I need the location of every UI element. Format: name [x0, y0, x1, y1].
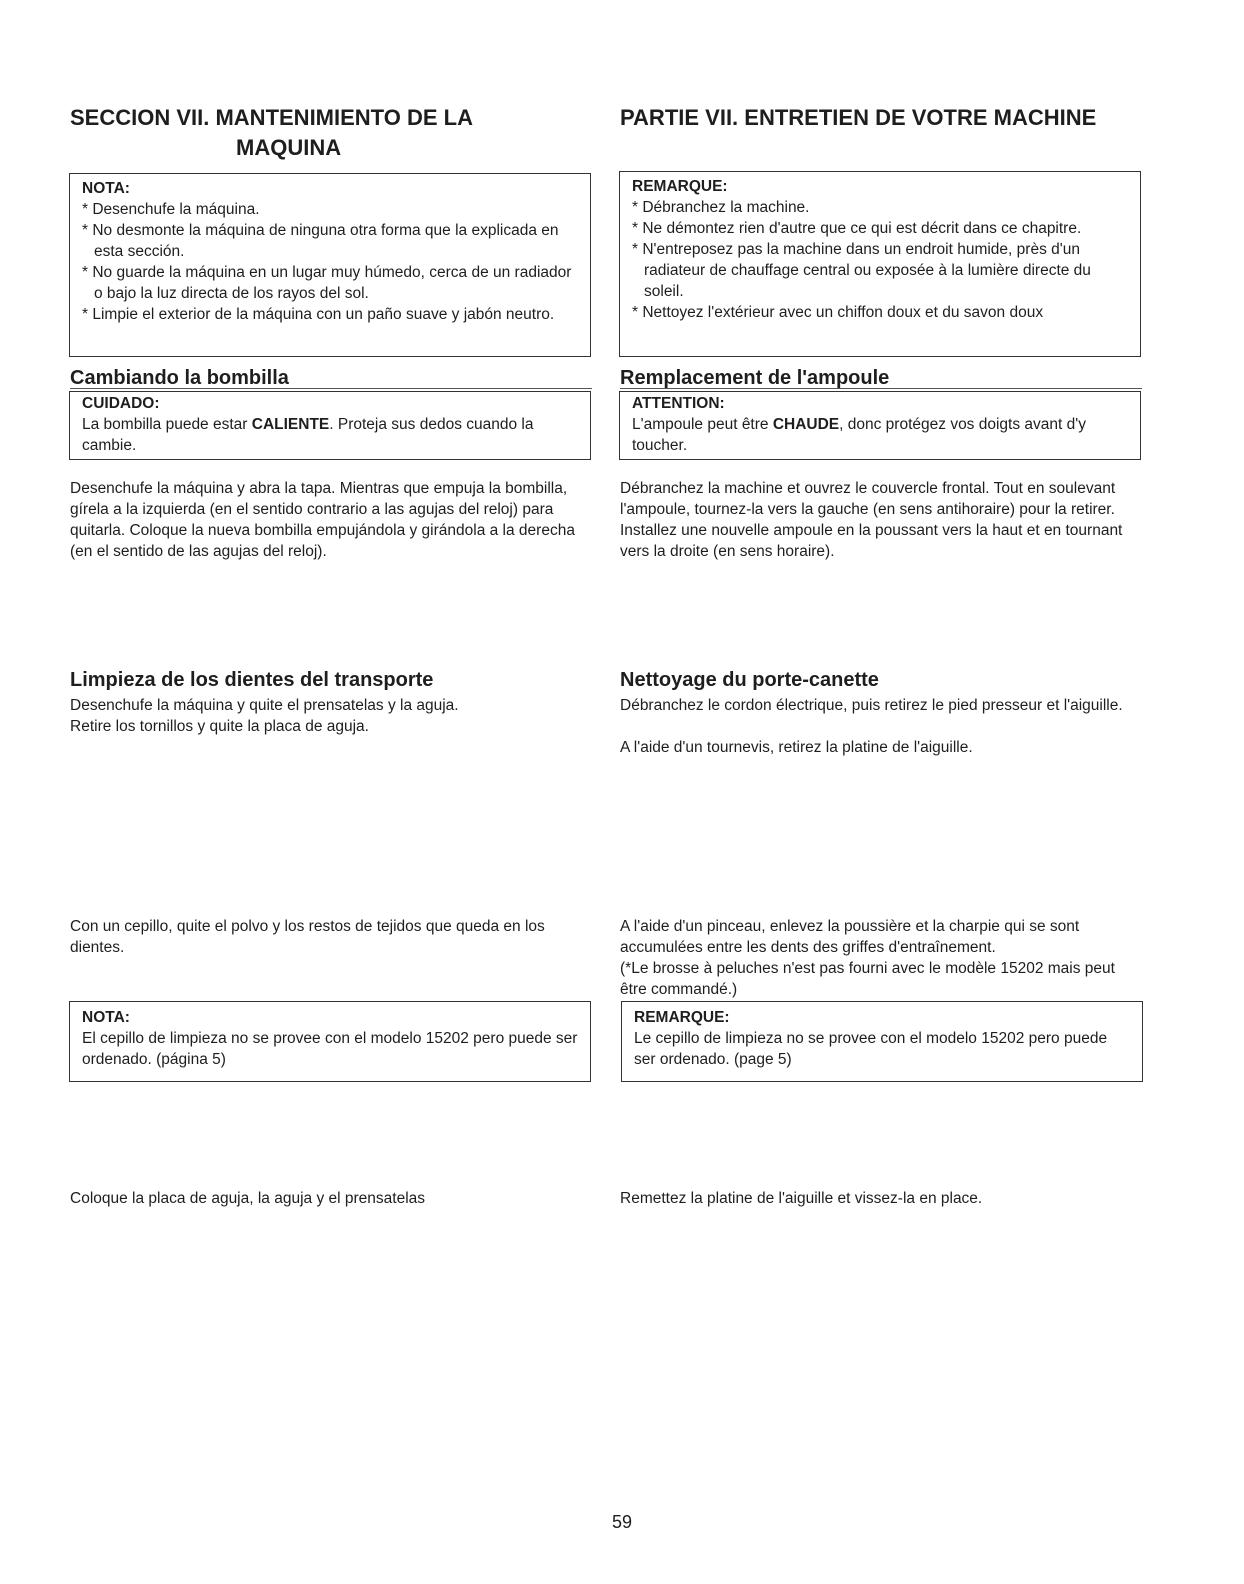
es-section-title-line1: SECCION VII. MANTENIMIENTO DE LA: [70, 105, 473, 130]
fr-caution-box: [619, 391, 1141, 460]
fr-feed-brush-note: (*Le brosse à peluches n'est pas fourni avec le modèle 15202 mais peut être commandé.): [620, 960, 1115, 998]
es-note-item: * No desmonte la máquina de ninguna otra forma que la explicada en esta sección.: [82, 222, 559, 260]
fr-bulb-body: Débranchez la machine et ouvrez le couvercle frontal. Tout en soulevant l'ampoule, tournez-la vers la gauche (en sens antihoraire) pour la retirer. Installez une nouvelle ampoule en la poussant vers la haut et en tournant vers la droite (en sens horaire).: [620, 480, 1123, 560]
es-note-box: [69, 173, 591, 357]
fr-note-item: * N'entreposez pas la machine dans un endroit humide, près d'un radiateur de chauffage central ou exposée à la lumière directe du soleil.: [632, 241, 1091, 300]
fr-feed-line1: Débranchez le cordon électrique, puis retirez le pied presseur et l'aiguille.: [620, 697, 1123, 714]
es-note2-box: [69, 1001, 591, 1082]
fr-note2-box: [621, 1001, 1143, 1082]
es-caution-box: [69, 391, 591, 460]
es-bulb-body: Desenchufe la máquina y abra la tapa. Mientras que empuja la bombilla, gírela a la izquierda (en el sentido contrario a las agujas del reloj) para quitarla. Coloque la nueva bombilla empujándola y girándola a la derecha (en el sentido de las agujas del reloj).: [70, 480, 575, 560]
es-note-list: [82, 199, 580, 325]
fr-bulb-heading: Remplacement de l'ampoule: [620, 367, 890, 389]
es-note-item: * Desenchufe la máquina.: [82, 201, 260, 218]
es-caution-title: CUIDADO:: [82, 395, 160, 412]
es-note2-title: NOTA:: [82, 1009, 130, 1026]
es-feed-brush: Con un cepillo, quite el polvo y los restos de tejidos que queda en los dientes.: [70, 918, 545, 956]
es-caution-text: La bombilla puede estar CALIENTE. Proteja sus dedos cuando la cambie.: [82, 416, 534, 454]
fr-note-item: * Ne démontez rien d'autre que ce qui est décrit dans ce chapitre.: [632, 220, 1082, 237]
fr-note-item: * Débranchez la machine.: [632, 199, 810, 216]
fr-bulb-heading-rule: [620, 388, 1142, 389]
es-note-item: * No guarde la máquina en un lugar muy húmedo, cerca de un radiador o bajo la luz directa de los rayos del sol.: [82, 264, 572, 302]
fr-note-title: REMARQUE:: [632, 178, 728, 195]
fr-caution-title: ATTENTION:: [632, 395, 725, 412]
fr-note2-text: Le cepillo de limpieza no se provee con el modelo 15202 pero puede ser ordenado. (page 5): [634, 1030, 1108, 1068]
es-section-title-line2: MAQUINA: [236, 135, 342, 160]
es-feed-final: Coloque la placa de aguja, la aguja y el prensatelas: [70, 1190, 426, 1207]
fr-feed-brush: A l'aide d'un pinceau, enlevez la poussière et la charpie qui se sont accumulées entre les dents des griffes d'entraînement.: [620, 918, 1080, 956]
fr-note-list: [632, 197, 1130, 323]
es-feed-line1: Desenchufe la máquina y quite el prensatelas y la aguja.: [70, 697, 459, 714]
fr-section-title: PARTIE VII. ENTRETIEN DE VOTRE MACHINE: [620, 105, 1097, 130]
es-feed-heading: Limpieza de los dientes del transporte: [70, 669, 434, 691]
page-number: 59: [611, 1512, 633, 1532]
es-feed-line2: Retire los tornillos y quite la placa de aguja.: [70, 718, 369, 735]
fr-feed-heading: Nettoyage du porte-canette: [620, 669, 879, 691]
fr-feed-final: Remettez la platine de l'aiguille et vissez-la en place.: [620, 1190, 983, 1207]
es-bulb-heading-rule: [70, 388, 592, 389]
es-bulb-heading: Cambiando la bombilla: [70, 367, 289, 389]
es-note-title: NOTA:: [82, 180, 130, 197]
fr-note-box: [619, 171, 1141, 357]
fr-feed-line2: A l'aide d'un tournevis, retirez la platine de l'aiguille.: [620, 739, 973, 756]
fr-note2-title: REMARQUE:: [634, 1009, 730, 1026]
fr-caution-text: L'ampoule peut être CHAUDE, donc protégez vos doigts avant d'y toucher.: [632, 416, 1086, 454]
es-note2-text: El cepillo de limpieza no se provee con el modelo 15202 pero puede ser ordenado. (página 5): [82, 1030, 578, 1068]
fr-note-item: * Nettoyez l'extérieur avec un chiffon doux et du savon doux: [632, 304, 1044, 321]
es-note-item: * Limpie el exterior de la máquina con un paño suave y jabón neutro.: [82, 306, 555, 323]
